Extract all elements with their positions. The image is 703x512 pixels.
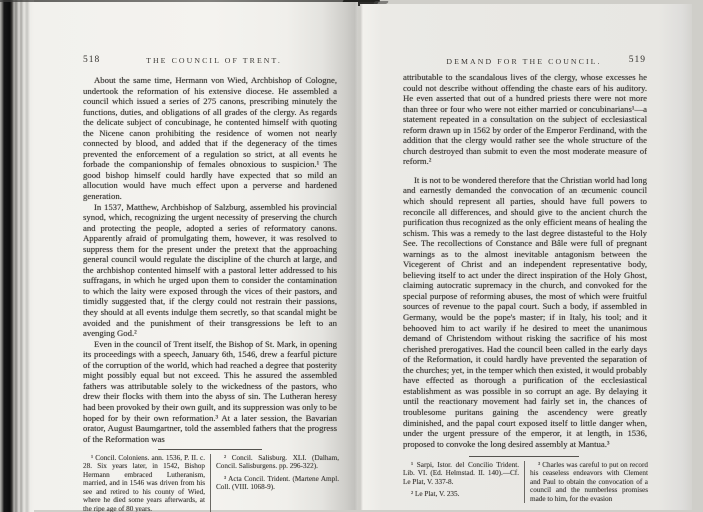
footnote: ¹ Concil. Coloniens. ann. 1536, P. II. c. 28. Six years later, in 1542, Bishop Hermann embraced Lutheranism, married, and in 1546 was driven from his see and retired to his county of Wied, where he died some years afterwards, at the ripe age of 80 years. bbox=[83, 454, 205, 512]
paragraph: It is not to be wondered therefore that the Christian world had long and earnestly demanded the convocation of an œcumenic council which should represent all parties, should have full powers to reconcile all differences, and should give to the ancient church the purification thus recognized as the only efficient means of healing the schism. This was a remedy to the last degree distasteful to the Holy See. The recollections of Constance and Bâle were full of pregnant warnings as to the almost inevitable antagonism between the Vicegerent of Christ and an independent representative body, believing itself to act under the direct inspiration of the Holy Ghost, claiming autocratic supremacy in the church, and convoked for the special purpose of reforming abuses, the most of which were fruitful sources of revenue to the papal court. Such a body, if assembled in Germany, would be the pope's master; if in Italy, his tool; and it behooved him to act warily if he desired to meet the unanimous demand of Christendom without risking the sacrifice of his most cherished prerogatives. Had the council been called in the early days of the Reformation, it could hardly have prevented the separation of the churches; yet, in the temper which then existed, it would probably have effected as thorough a purification of the ecclesiastical establishment as was possible in so corrupt an age. By delaying it until the reactionary movement had fairly set in, the chances of troublesome puritans gaining the ascendency were greatly diminished, and the papal court exposed itself to little danger when, under the urgent pressure of the emperor, it at length, in 1536, proposed to convoke the long desired assembly at Mantua.³ bbox=[403, 174, 647, 449]
footnote-rule bbox=[158, 449, 262, 450]
paragraph: Even in the council of Trent itself, the Bishop of St. Mark, in opening its proceedings with a speech, January 6th, 1546, drew a fearful picture of the corruption of the world, which had reached a degree that posterity might possibly equal but not exceed. This he assured the assembled fathers was attributable solely to the wickedness of the pastors, who drew their flocks with them into the abyss of sin. The Lutheran heresy had been provoked by their own guilt, and its suppression was only to be hoped for by their own reformation.³ At a later session, the Bavarian orator, August Baumgartner, told the assembled fathers that the progress of the Reformation was bbox=[83, 338, 337, 444]
right-page bbox=[360, 4, 692, 510]
left-page-body bbox=[83, 75, 337, 447]
right-page-body bbox=[403, 72, 647, 454]
footnote: ³ Charles was careful to put on record his ceaseless endeavors with Clement and Paul to obtain the convocation of a council and the numberless promises made to him, for the evasion bbox=[530, 461, 648, 503]
left-running-head: THE COUNCIL OF TRENT. bbox=[146, 56, 282, 65]
left-page-footnotes bbox=[83, 454, 339, 512]
right-page-number: 519 bbox=[628, 55, 646, 65]
paragraph: attributable to the scandalous lives of the clergy, whose excesses he could not describe without offending the chaste ears of his auditory. He even asserted that out of a hundred priests there were not more than three or four who were not either married or concubinarians¹—a statement repeated in a consultation on the subject of ecclesiastical reform drawn up in 1562 by order of the Emperor Ferdinand, with the addition that the clergy would rather see the whole structure of the church destroyed than submit to even the most moderate measure of reform.² bbox=[403, 72, 647, 167]
right-running-head: DEMAND FOR THE COUNCIL. bbox=[446, 57, 602, 66]
footnote: ² Concil. Salisburg. XLI. (Dalham, Concil. Salisburgens. pp. 296-322). bbox=[216, 454, 339, 471]
book-edge-pages bbox=[0, 0, 34, 512]
footnote-column bbox=[403, 461, 524, 503]
footnote: ² Le Plat, V. 235. bbox=[411, 490, 460, 499]
left-page-number: 518 bbox=[83, 55, 101, 65]
right-page-footnotes bbox=[403, 461, 648, 503]
footnote-column bbox=[210, 454, 339, 512]
footnote-rule bbox=[469, 456, 579, 457]
paragraph: In 1537, Matthew, Archbishop of Salzburg, assembled his provincial synod, which, recognizing the urgent necessity of preserving the church and protecting the people, adopted a series of reformatory canons. Apparently afraid of promulgating them, however, it was resolved to suppress them for the present under the pretext that the approaching general council would regulate the discipline of the church at large, and the archbishop contented himself with a pastoral letter addressed to his suffragans, in which he urged upon them to consider the contamination to which the laity were exposed through the vices of their pastors, and timidly suggested that, if the clergy could not restrain their passions, they should at all events indulge them secretly, so that scandal might be avoided and the punishment of their transgressions be left to an avenging God.² bbox=[83, 201, 337, 339]
footnote-column bbox=[524, 461, 648, 503]
left-page bbox=[34, 2, 358, 510]
paragraph: About the same time, Hermann von Wied, Archbishop of Cologne, undertook the reformation of his extensive diocese. He assembled a council which issued a series of 275 canons, prescribing minutely the functions, duties, and obligations of all grades of the clergy. As regards the delicate subject of concubinage, he contented himself with quoting the Nicene canon prohibiting the residence of women not nearly connected by blood, and added that if the degeneracy of the times prevented the enforcement of a regulation so strict, at all events he forbade the companionship of females obnoxious to suspicion.¹ The good bishop himself could hardly have expected that so mild an allocution would have much effect upon a perverse and hardened generation. bbox=[83, 75, 337, 202]
footnote: ³ Acta Concil. Trident. (Martene Ampl. Coll. (VIII. 1068-9). bbox=[216, 474, 339, 492]
footnote: ¹ Sarpi, Istor. del Concilio Trident. Lib. VI. (Ed. Helmstad. II. 140).—Cf. Le Plat, V. 337-8. bbox=[403, 461, 519, 486]
footnote-column bbox=[83, 454, 210, 512]
